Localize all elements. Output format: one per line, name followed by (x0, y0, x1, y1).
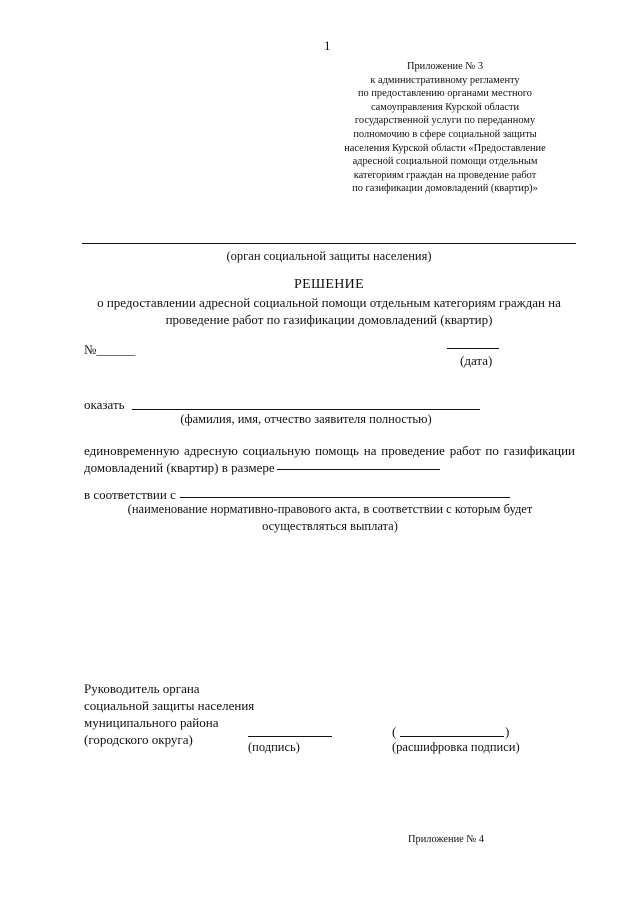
date-fill-line[interactable] (447, 348, 499, 349)
appendix-line: населения Курской области «Предоставление (344, 142, 546, 154)
decision-number-field[interactable]: №______ (84, 342, 136, 357)
applicant-name-fill-line[interactable] (132, 409, 480, 410)
signature-fill-line[interactable] (248, 736, 332, 737)
refuse-word: оказать (84, 397, 125, 412)
appendix-line: к административному регламенту (370, 74, 520, 86)
signature-decode-fill-line[interactable] (400, 736, 504, 737)
head-title-block (84, 680, 254, 748)
document-subtitle: о предоставлении адресной социальной помощи отдельным категориям граждан на проведение работ по газификации домовладений (квартир) (97, 295, 561, 327)
assistance-text: единовременную адресную социальную помощь на проведение работ по газификации домовладений (квартир) в размере (84, 443, 575, 475)
decode-open-paren: ( (392, 724, 397, 739)
legal-act-label: (наименование нормативно-правового акта, в соответствии с которым будет осуществляться выплата) (127, 502, 533, 533)
appendix-line: Приложение № 3 (406, 61, 484, 72)
head-title-line: муниципального района (84, 715, 219, 730)
page-number: 1 (324, 38, 331, 53)
appendix-line: категориям граждан на проведение работ (353, 169, 537, 181)
decode-close-paren: ) (505, 724, 510, 739)
head-title-line: социальной защиты населения (84, 698, 255, 713)
head-title-line: (городского округа) (84, 732, 193, 747)
signature-label: (подпись) (248, 740, 300, 754)
legal-act-fill-line[interactable] (180, 497, 510, 498)
appendix-line: государственной услуги по переданному (354, 115, 536, 127)
appendix-line: адресной социальной помощи отдельным (352, 156, 538, 168)
head-title-line: Руководитель органа (84, 681, 200, 696)
appendix-line: по газификации домовладений (квартир)» (352, 183, 538, 195)
amount-fill-line[interactable] (277, 469, 440, 470)
appendix-header (330, 60, 560, 196)
organ-fill-line[interactable] (82, 243, 576, 244)
next-appendix-heading: Приложение № 4 (408, 834, 485, 845)
applicant-name-label: (фамилия, имя, отчество заявителя полностью) (180, 412, 432, 426)
signature-decode-label: (расшифровка подписи) (392, 740, 520, 754)
document-title: РЕШЕНИЕ (294, 277, 364, 292)
organ-label: (орган социальной защиты населения) (226, 249, 432, 263)
date-label: (дата) (460, 353, 493, 368)
appendix-line: самоуправления Курской области (370, 101, 520, 113)
appendix-line: по предоставлению органами местного (358, 88, 532, 100)
appendix-line: полномочию в сфере социальной защиты (353, 128, 537, 140)
accordance-text: в соответствии с (84, 487, 176, 502)
